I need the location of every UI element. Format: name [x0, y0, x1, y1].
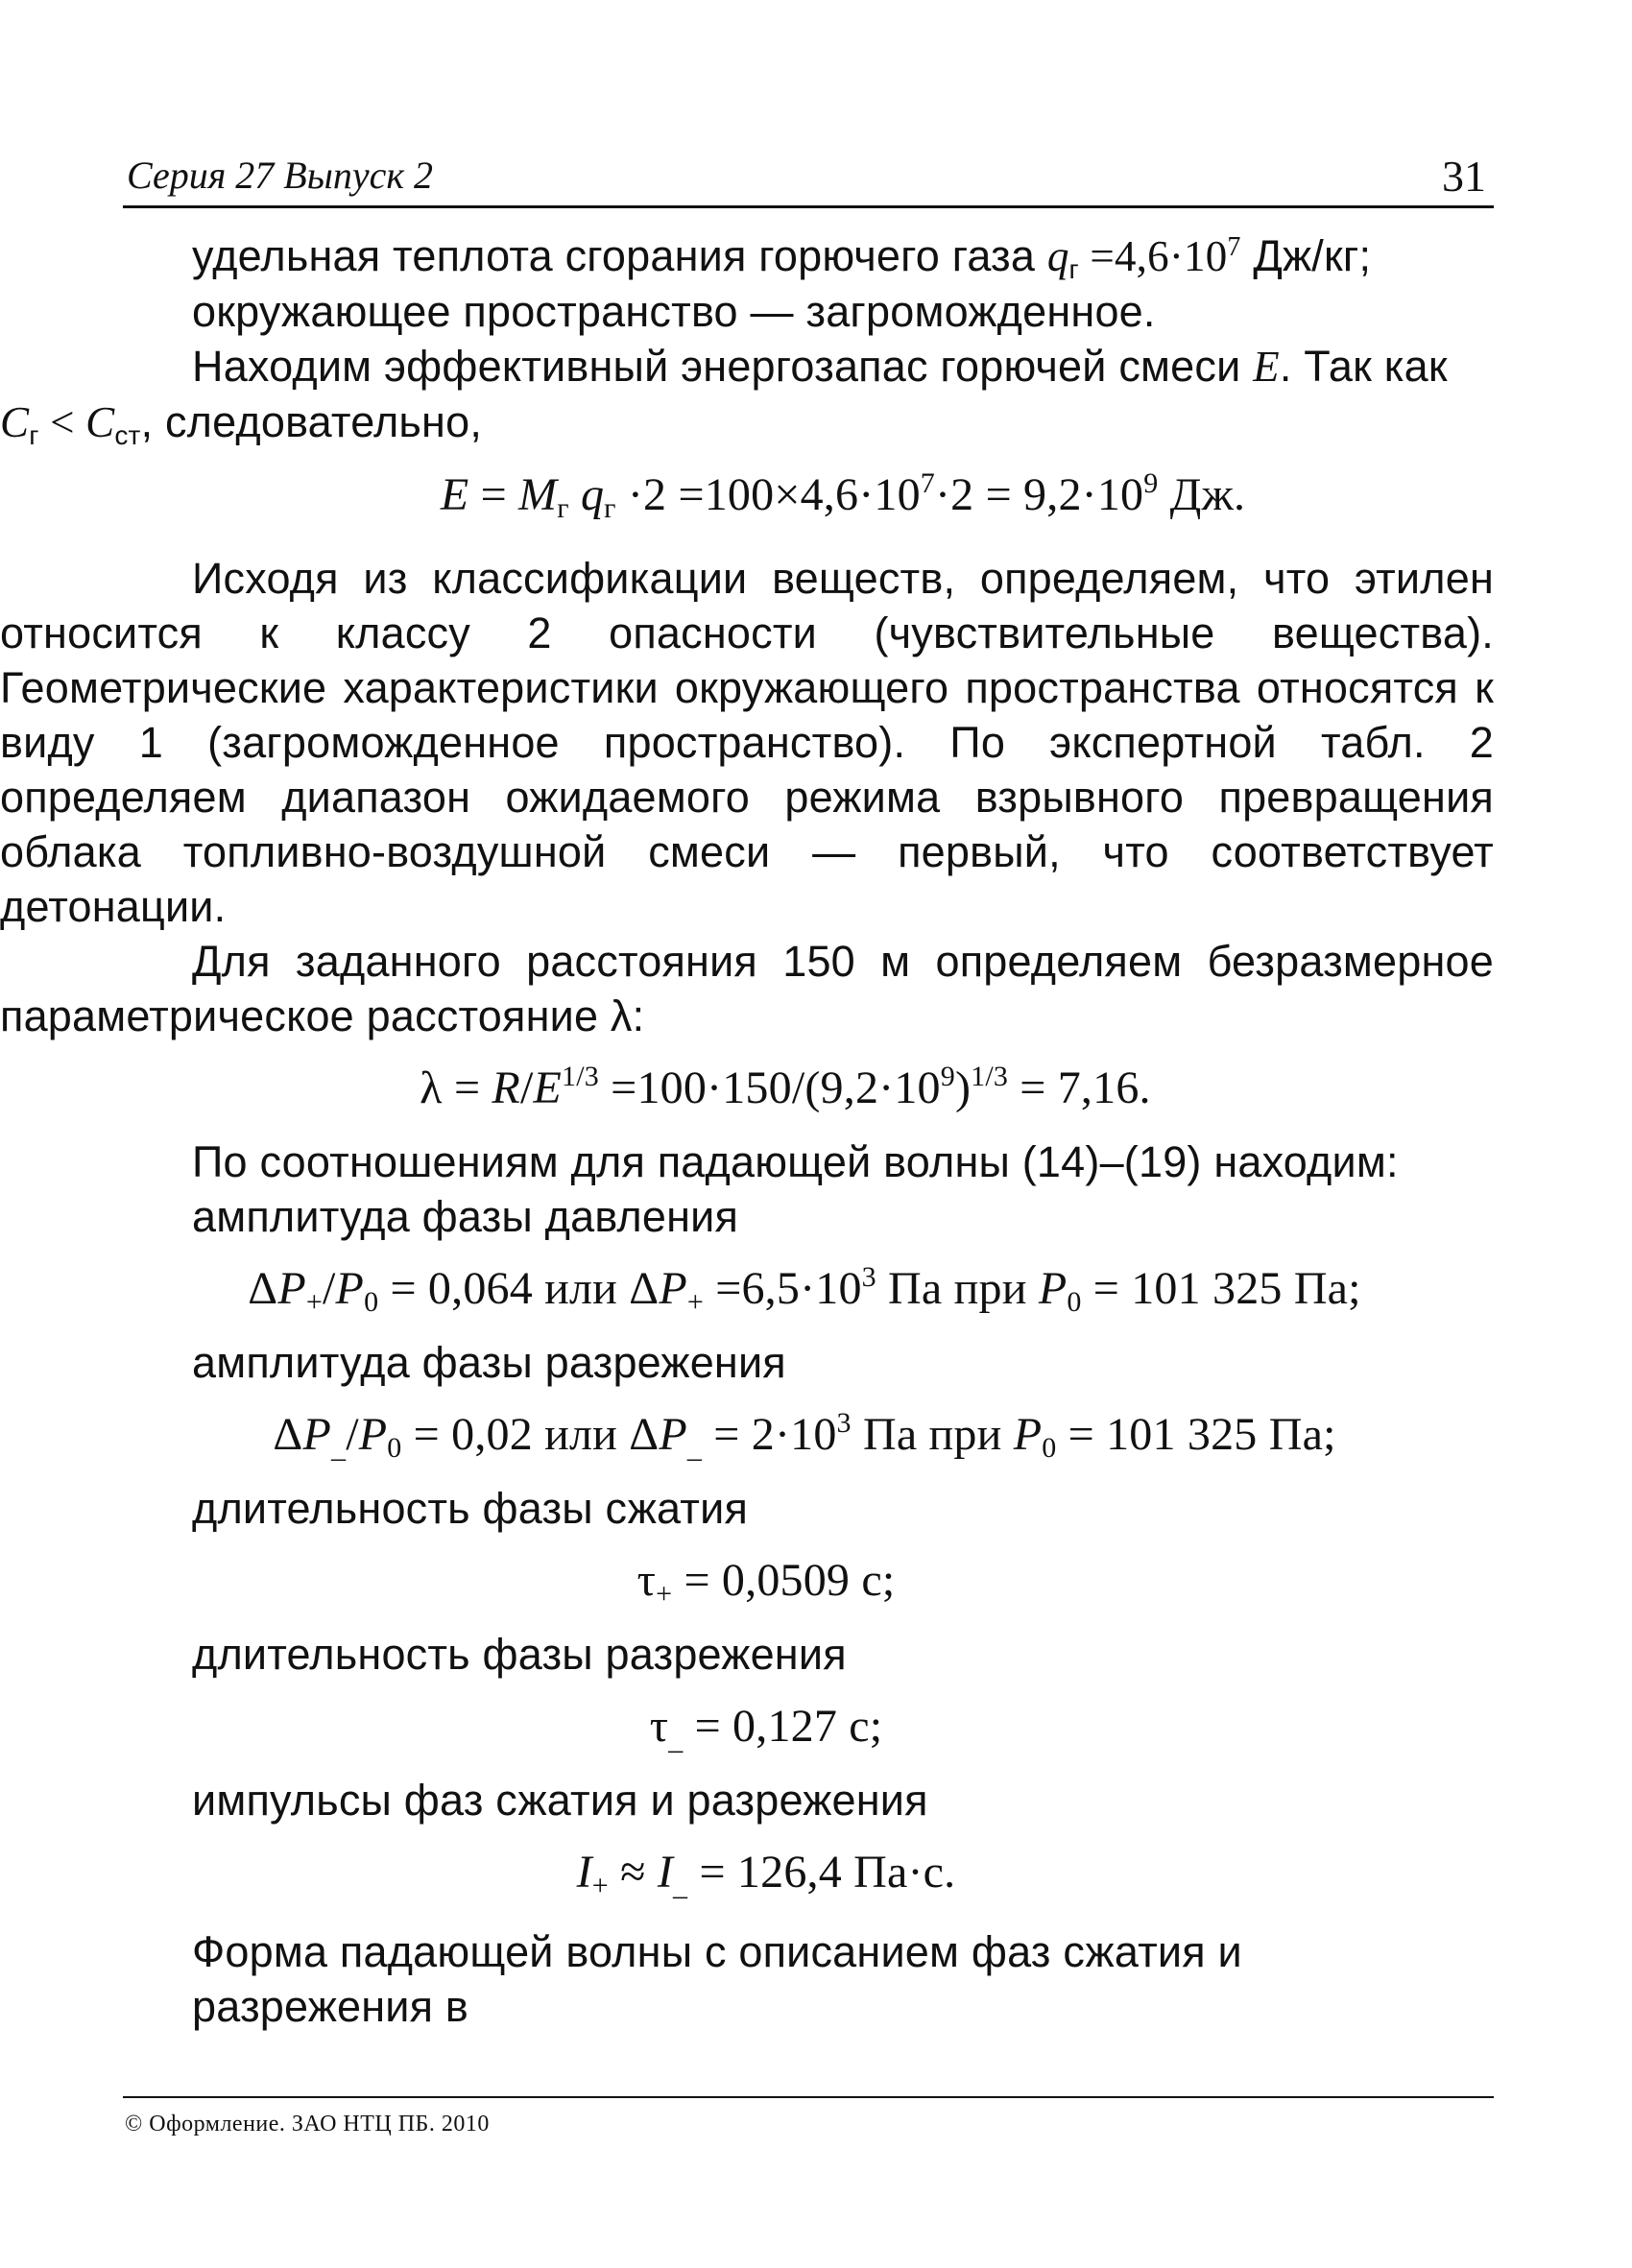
footer-rule — [123, 2096, 1494, 2098]
page-body — [0, 228, 1494, 2034]
text-line-heat-of-combustion: удельная теплота сгорания горючего газа $q_г =4,6\cdot 10^7$ Дж/кг; — [192, 231, 1372, 284]
paragraph-classification: Исходя из классификации веществ, определяем, что этилен относится к классу 2 опасности (чувствительные вещества). Геометрические характеристики окружающего пространства относятся к виду 1 (загроможденное пространство). По экспертной табл. 2 определяем диапазон ожидаемого режима взрывного превращения облака топливно-воздушной смеси — первый, что соответствует детонации. — [0, 554, 1494, 931]
formula-rarefaction-amplitude: $\Delta P_{\_}/P_0 = 0,02$ или $\Delta P_{\_} = 2\cdot 10^3$ Па при $P_0 = 101$ 325 Па; — [273, 1407, 1336, 1464]
running-header — [123, 154, 1494, 208]
text-line-waveform: Форма падающей волны с описанием фаз сжатия и разрежения в — [192, 1927, 1242, 2031]
text-line-environment: окружающее пространство — загроможденное. — [192, 287, 1156, 336]
paragraph-energy-reserve: Находим эффективный энергозапас горючей смеси E. Так как $C_г < C_{ст}$, следовательно, — [0, 342, 1448, 450]
label-rarefaction-amplitude: амплитуда фазы разрежения — [192, 1338, 786, 1387]
text-line-relations: По соотношениям для падающей волны (14)–(19) находим: — [192, 1137, 1399, 1186]
formula-lambda: $\lambda = R/E^{1/3} =100\cdot 150/(9,2\cdot 10^9)^{1/3} = 7,16$. — [420, 1061, 1151, 1113]
formula-impulses: $I_+ \approx I_{\_} = 126,4$ Па·с. — [576, 1847, 956, 1901]
page-number: 31 — [1442, 152, 1486, 201]
label-rarefaction-duration: длительность фазы разрежения — [192, 1630, 847, 1679]
formula-energy: $E = M_г$ $q_г \cdot 2 =100\times 4,6\cdot 10^7\cdot 2 = 9,2\cdot 10^9$ Дж. — [440, 467, 1246, 524]
formula-pressure-amplitude: $\Delta P_+/P_0 = 0,064$ или $\Delta P_+ =6,5\cdot 10^3$ Па при $P_0 = 101$ 325 Па; — [248, 1261, 1361, 1318]
label-compression-duration: длительность фазы сжатия — [192, 1484, 749, 1533]
paragraph-distance: Для заданного расстояния 150 м определяем безразмерное параметрическое расстояние λ: — [0, 937, 1494, 1040]
formula-rarefaction-duration: $\tau_{\_} = 0,127$ с; — [649, 1701, 883, 1755]
running-title: Серия 27 Выпуск 2 — [127, 154, 434, 197]
label-impulses: импульсы фаз сжатия и разрежения — [192, 1776, 928, 1825]
footer-copyright: © Оформление. ЗАО НТЦ ПБ. 2010 — [125, 2112, 490, 2137]
label-pressure-amplitude: амплитуда фазы давления — [192, 1192, 739, 1241]
formula-compression-duration: $\tau_+ = 0,0509$ с; — [636, 1555, 896, 1610]
